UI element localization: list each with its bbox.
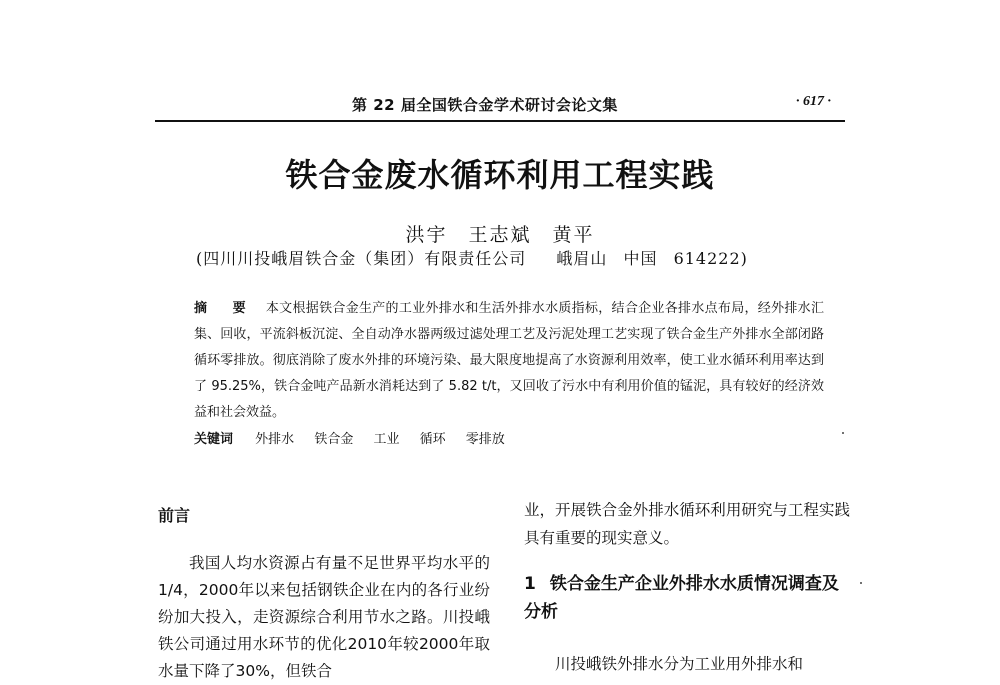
scan-speck xyxy=(860,582,862,584)
keyword: 外排水 xyxy=(255,432,295,447)
scan-speck xyxy=(842,432,844,434)
intro-paragraph: 我国人均水资源占有量不足世界平均水平的1/4，2000年以来包括钢铁企业在内的各行业纷纷加大投入，走资源综合利用节水之路。川投峨铁公司通过用水环节的优化2010年较2000年取水量下降了30%，但铁合 xyxy=(158,554,490,680)
keywords xyxy=(194,428,521,447)
abstract-label: 摘 要 xyxy=(194,301,252,316)
left-column xyxy=(158,504,490,685)
paper-title: 铁合金废水循环利用工程实践 xyxy=(285,156,715,194)
keywords-label: 关键词 xyxy=(194,432,234,447)
affiliation xyxy=(196,246,758,269)
proceedings-title: 第 22 届全国铁合金学术研讨会论文集 xyxy=(352,96,618,114)
abstract-text: 本文根据铁合金生产的工业外排水和生活外排水水质指标，结合企业各排水点布局，经外排水汇集、回收，平流斜板沉淀、全自动净水器两级过滤处理工艺及污泥处理工艺实现了铁合金生产外排水全部闭路循环零排放。彻底消除了废水外排的环境污染、最大限度地提高了水资源利用效率，使工业水循环利用率达到了 95.25%，铁合金吨产品新水消耗达到了 5.82 t/t，又回收了污水中有利用价值的锰泥，具有较好的经济效益和社会效益。 xyxy=(194,301,824,420)
abstract xyxy=(194,296,824,426)
section-heading xyxy=(524,570,850,626)
intro-heading: 前言 xyxy=(158,506,191,525)
section-paragraph: 川投峨铁外排水分为工业用外排水和 xyxy=(555,655,804,673)
continued-paragraph: 业，开展铁合金外排水循环利用研究与工程实践具有重要的现实意义。 xyxy=(524,501,850,547)
affiliation-org: (四川川投峨眉铁合金（集团）有限责任公司 xyxy=(196,249,527,268)
affiliation-postcode: 614222) xyxy=(673,249,748,268)
right-column xyxy=(524,496,850,678)
section-title: 铁合金生产企业外排水水质情况调查及分析 xyxy=(524,574,839,622)
affiliation-city: 峨眉山 xyxy=(556,249,608,268)
affiliation-country: 中国 xyxy=(623,249,658,268)
section-number: 1 xyxy=(524,574,536,594)
page-number: · 617 · xyxy=(796,94,831,109)
keyword: 零排放 xyxy=(465,432,505,447)
keyword: 循环 xyxy=(419,432,446,447)
keyword: 铁合金 xyxy=(314,432,354,447)
keyword: 工业 xyxy=(373,432,400,447)
header-rule xyxy=(155,120,845,122)
authors: 洪宇 王志斌 黄平 xyxy=(405,224,595,246)
